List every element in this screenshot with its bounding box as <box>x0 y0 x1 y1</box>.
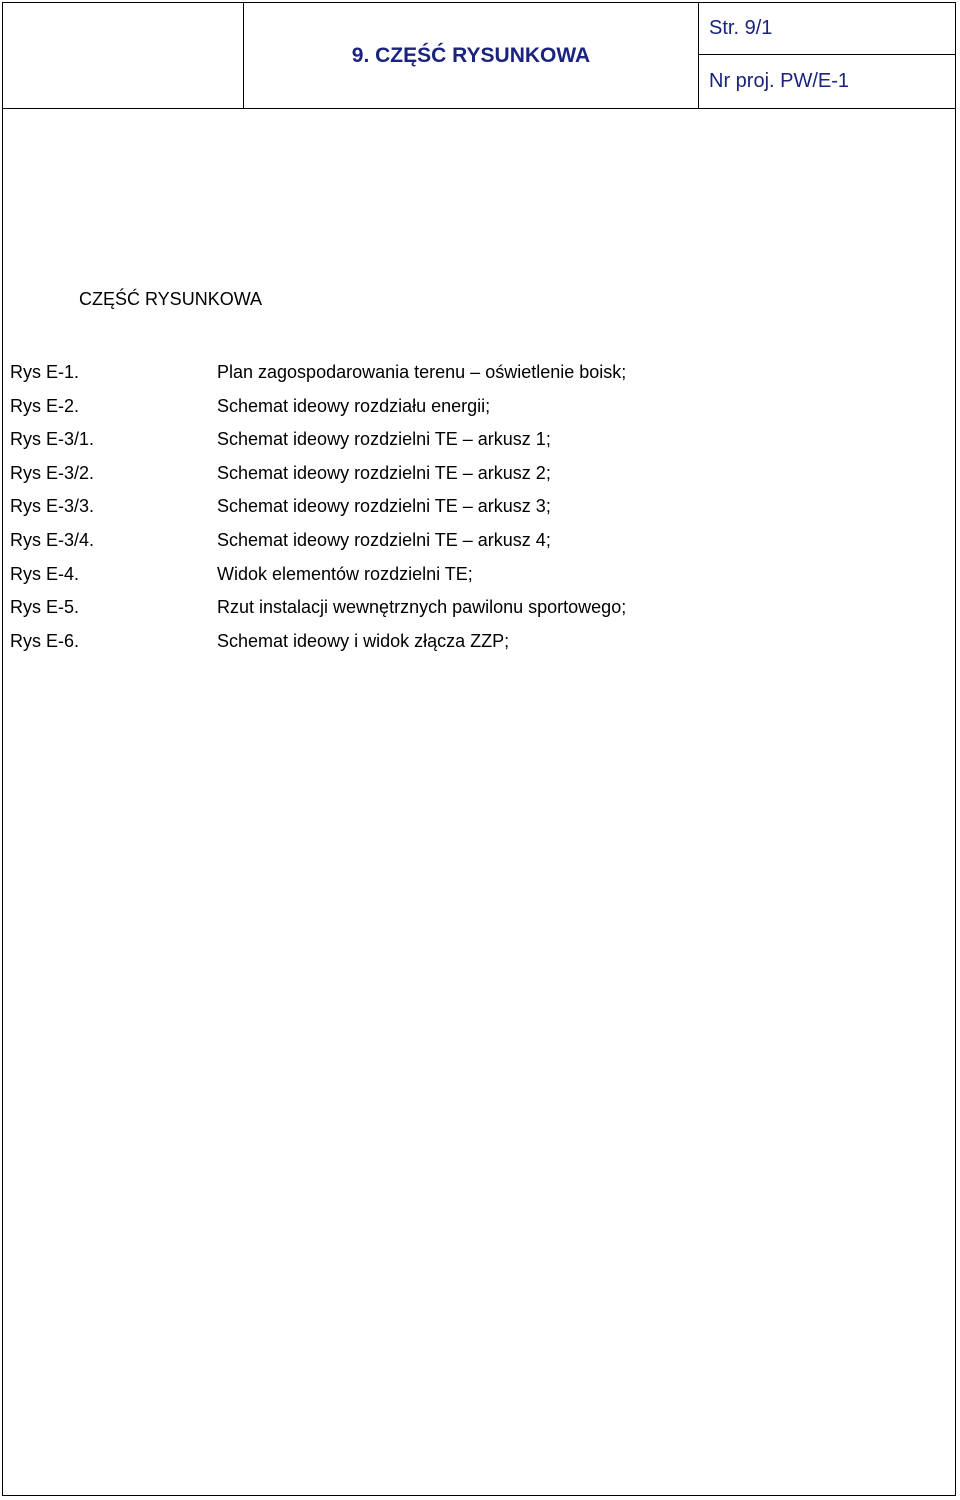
drawing-description: Schemat ideowy rozdzielni TE – arkusz 2; <box>217 462 551 483</box>
header-title-cell <box>244 2 699 108</box>
page-number: Str. 9/1 <box>699 2 956 55</box>
drawing-number: Rys E-2. <box>10 395 80 416</box>
header-title: 9. CZĘŚĆ RYSUNKOWA <box>351 44 591 67</box>
drawing-number: Rys E-5. <box>10 597 80 618</box>
drawing-number: Rys E-3/3. <box>10 496 95 517</box>
document-header <box>2 2 956 109</box>
drawing-description: Schemat ideowy i widok złącza ZZP; <box>217 630 510 651</box>
drawing-number: Rys E-6. <box>10 630 80 651</box>
project-number: Nr proj. PW/E-1 <box>709 70 850 92</box>
drawing-description: Schemat ideowy rozdzielni TE – arkusz 1; <box>217 429 551 450</box>
drawing-number: Rys E-1. <box>10 362 80 382</box>
drawing-description: Schemat ideowy rozdziału energii; <box>217 395 491 416</box>
header-logo-cell <box>2 2 244 108</box>
drawing-number: Rys E-3/4. <box>10 529 95 550</box>
header-info-cell <box>699 2 956 108</box>
page-frame <box>2 2 956 1496</box>
drawing-description: Plan zagospodarowania terenu – oświetlenie boisk; <box>217 362 627 382</box>
drawing-number: Rys E-3/1. <box>10 429 95 450</box>
section-heading: CZĘŚĆ RYSUNKOWA <box>79 289 263 309</box>
drawing-description: Widok elementów rozdzielni TE; <box>217 563 473 584</box>
drawing-description: Schemat ideowy rozdzielni TE – arkusz 3; <box>217 496 551 517</box>
drawing-description: Schemat ideowy rozdzielni TE – arkusz 4; <box>217 529 551 550</box>
drawing-description: Rzut instalacji wewnętrznych pawilonu sportowego; <box>217 597 627 618</box>
drawing-number: Rys E-4. <box>10 563 80 584</box>
drawing-number: Rys E-3/2. <box>10 462 95 483</box>
